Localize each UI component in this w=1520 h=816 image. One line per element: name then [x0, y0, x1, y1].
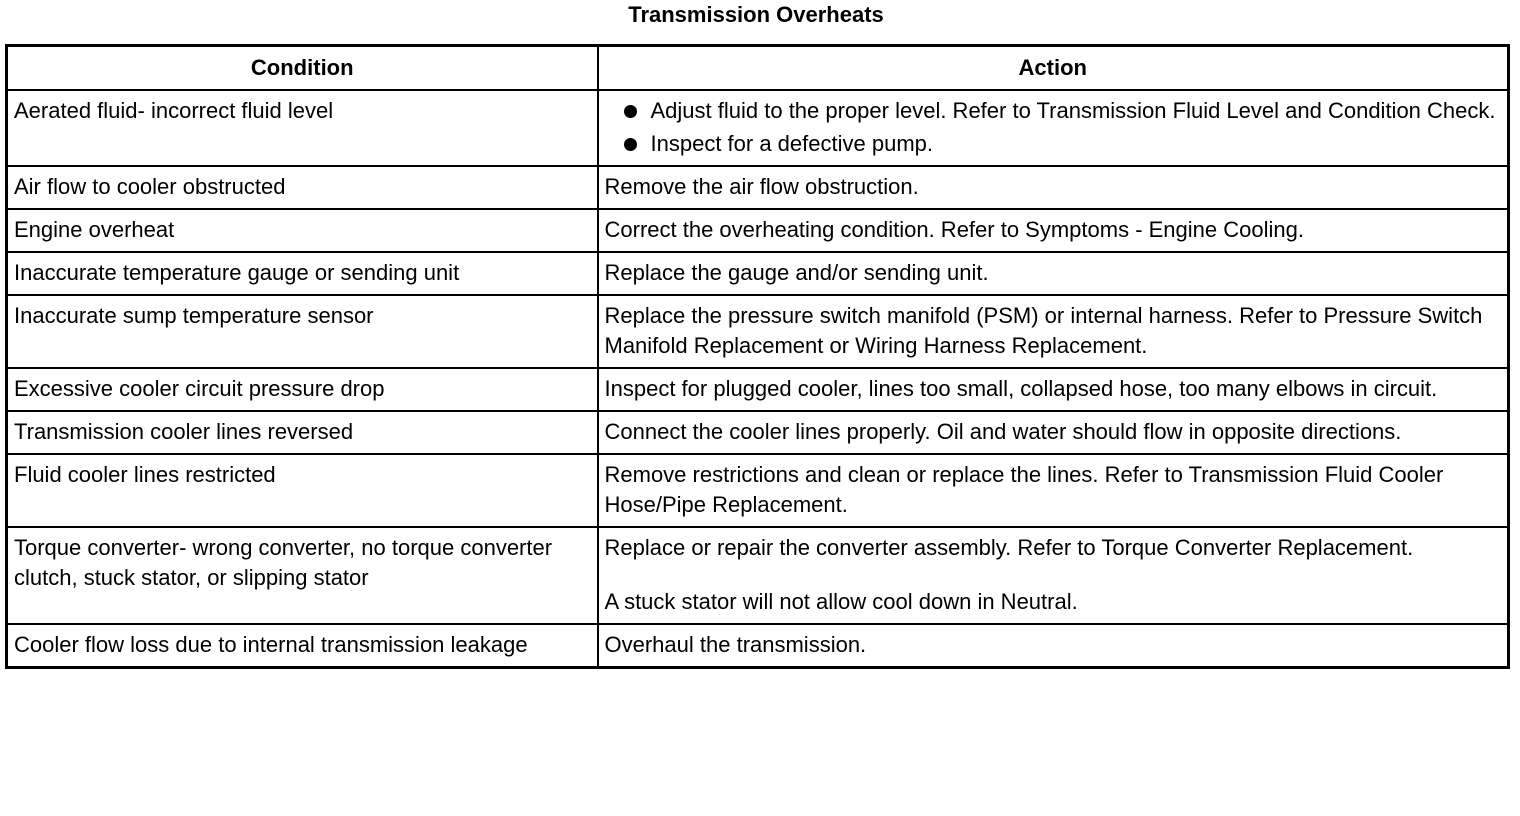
action-cell: Remove the air flow obstruction.	[598, 166, 1509, 209]
bullet-icon	[624, 138, 637, 151]
table-row	[7, 252, 1509, 295]
action-paragraph: Replace or repair the converter assembly. Refer to Torque Converter Replacement.	[604, 535, 1414, 560]
condition-column-header: Condition	[7, 46, 598, 91]
condition-cell: Engine overheat	[7, 209, 598, 252]
condition-cell: Inaccurate sump temperature sensor	[7, 295, 598, 368]
action-cell	[598, 527, 1509, 624]
action-bullet-list	[605, 96, 1502, 159]
table-row	[7, 209, 1509, 252]
action-cell: Connect the cooler lines properly. Oil and water should flow in opposite directions.	[598, 411, 1509, 454]
bullet-icon	[624, 105, 637, 118]
table-row	[7, 368, 1509, 411]
condition-cell: Transmission cooler lines reversed	[7, 411, 598, 454]
table-row	[7, 411, 1509, 454]
table-row	[7, 624, 1509, 668]
condition-cell: Excessive cooler circuit pressure drop	[7, 368, 598, 411]
condition-cell: Cooler flow loss due to internal transmission leakage	[7, 624, 598, 668]
action-bullet-text: Adjust fluid to the proper level. Refer to Transmission Fluid Level and Condition Check.	[650, 98, 1496, 123]
action-cell: Remove restrictions and clean or replace the lines. Refer to Transmission Fluid Cooler Hose/Pipe Replacement.	[598, 454, 1509, 527]
action-column-header: Action	[598, 46, 1509, 91]
action-cell	[598, 90, 1509, 166]
condition-cell: Inaccurate temperature gauge or sending unit	[7, 252, 598, 295]
action-cell: Correct the overheating condition. Refer to Symptoms - Engine Cooling.	[598, 209, 1509, 252]
table-row	[7, 527, 1509, 624]
condition-cell: Aerated fluid- incorrect fluid level	[7, 90, 598, 166]
table-row	[7, 166, 1509, 209]
action-bullet-item	[651, 129, 1502, 159]
action-cell: Replace the pressure switch manifold (PSM) or internal harness. Refer to Pressure Switch Manifold Replacement or Wiring Harness Replacement.	[598, 295, 1509, 368]
diagnostic-table	[5, 44, 1510, 669]
action-bullet-item	[651, 96, 1502, 126]
condition-cell: Torque converter- wrong converter, no torque converter clutch, stuck stator, or slipping stator	[7, 527, 598, 624]
page-title: Transmission Overheats	[628, 2, 884, 27]
action-bullet-text: Inspect for a defective pump.	[650, 131, 933, 156]
table-row	[7, 295, 1509, 368]
action-cell: Replace the gauge and/or sending unit.	[598, 252, 1509, 295]
table-row	[7, 454, 1509, 527]
action-paragraph: A stuck stator will not allow cool down in Neutral.	[604, 589, 1078, 614]
condition-cell: Fluid cooler lines restricted	[7, 454, 598, 527]
action-cell: Inspect for plugged cooler, lines too small, collapsed hose, too many elbows in circuit.	[598, 368, 1509, 411]
condition-cell: Air flow to cooler obstructed	[7, 166, 598, 209]
action-cell: Overhaul the transmission.	[598, 624, 1509, 668]
table-header-row	[7, 46, 1509, 91]
table-row	[7, 90, 1509, 166]
